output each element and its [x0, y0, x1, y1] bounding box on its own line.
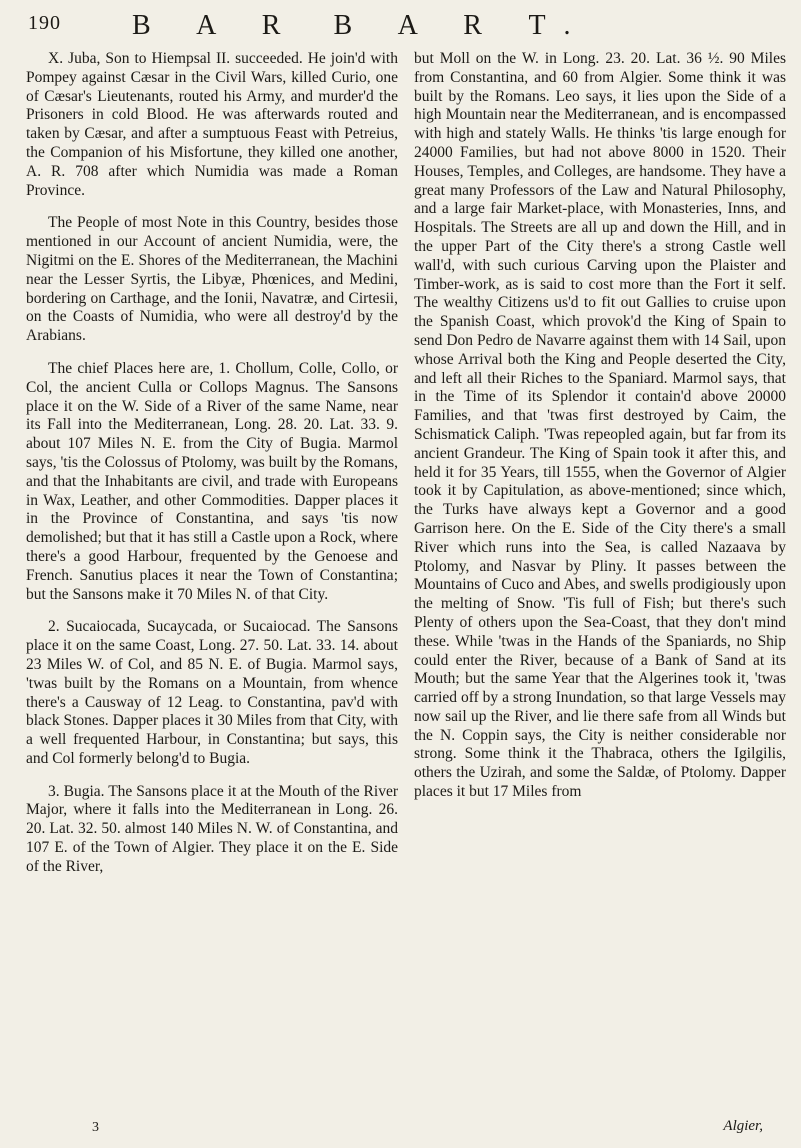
paragraph: 2. Sucaiocada, Sucaycada, or Sucaiocad. The Sansons place it on the same Coast, Long. 27. 50. Lat. 33. 14. about 23 Miles W. of Col, and 85 N. E. of Bugia. Marmol says, 'twas built by the Romans on a Mountain, from whence there's a Causway of 12 Leag. to Constantina, pav'd with black Stones. Dapper places it 30 Miles from that City, with a well frequented Harbour, in Constantina; but says, this and Col formerly belong'd to Bugia. [26, 618, 398, 767]
paragraph: 3. Bugia. The Sansons place it at the Mouth of the River Major, where it falls into the Mediterranean in Long. 26. 20. Lat. 32. 50. almost 140 Miles N. W. of Constantina, and 107 E. of the Town of Algier. They place it on the E. Side of the River, [26, 782, 398, 875]
running-head [132, 10, 783, 42]
paragraph: but Moll on the W. in Long. 23. 20. Lat. 36 ½. 90 Miles from Constantina, and 60 from Algier. Some think it was built by the Romans. Leo says, it lies upon the Side of a high Mountain near the Mediterranean, and is encompassed with high and stately Walls. He thinks 'tis large enough for 24000 Families, but had not above 8000 in 1520. Their Houses, Temples, and Colleges, are handsome. They have a great many Professors of the Law and Natural Philosophy, and a large fair Market-place, with Monasteries, Inns, and Hospitals. The Streets are all up and down the Hill, and in the upper Part of the City there's a strong Castle well wall'd, with such curious Carving upon the Plaister and Timber-work, as is said to cost more than the Fort it self. The wealthy Citizens us'd to fit out Gallies to cruise upon the Spanish Coast, which provok'd the King of Spain to send Don Pedro de Navarre against them with 14 Sail, upon whose Arrival both the King and People deserted the City, and left all their Riches to the Spaniard. Marmol says, that in the Time of its Splendor it contain'd above 20000 Families, and that 'twas first destroyed by Caim, the Schismatick Caliph. 'Twas repeopled again, but far from its ancient Grandeur. The King of Spain took it after this, and held it for 35 Years, till 1555, when the Governor of Algier took it by Capitulation, as above-mentioned; since which, the Turks have always kept a Governor and a good Garrison here. On the E. Side of the City there's a small River which runs into the Sea, is called Nazaava by Ptolomy, and Nasvar by Pliny. It passes between the Mountains of Cuco and Abes, and swells prodigiously upon the melting of Snow. 'Tis full of Fish; but there's such Plenty of others upon the Sea-Coast, that they don't mind these. While 'twas in the Hands of the Spaniards, no Ship could enter the River, because of a Bank of Sand at its Mouth; but the same Year that the Algerines took it, 'twas carried off by a strong Inundation, so that large Vessels may now sail up the River, and lie there safe from all Winds but the N. Coppin says, the City is neither considerable nor strong. Some think it the Thabraca, others the Igilgilis, others the Uzirah, and some the Saldæ, of Ptolomy. Dapper places it but 17 Miles from [414, 50, 786, 801]
paragraph: The People of most Note in this Country, besides those mentioned in our Account of ancient Numidia, were, the Nigitmi on the E. Shores of the Mediterranean, the Machini near the Lesser Syrtis, the Libyæ, Phœnices, and Medini, bordering on Carthage, and the Ionii, Navatræ, and Cirtesii, on the Coasts of Numidia, who were all destroy'd by the Arabians. [26, 214, 398, 345]
left-column [26, 50, 398, 891]
right-column [414, 50, 786, 816]
page-number: 190 [28, 12, 61, 34]
paragraph: X. Juba, Son to Hiempsal II. succeeded. He join'd with Pompey against Cæsar in the Civil Wars, killed Curio, one of Cæsar's Lieutenants, routed his Army, and murder'd the Prisoners in cold Blood. He was afterwards routed and taken by Cæsar, and after a sumptuous Feast with Petreius, the Companion of his Misfortune, they killed one another, A. R. 708 after which Numidia was made a Roman Province. [26, 50, 398, 199]
running-head-left: B A R [132, 10, 301, 41]
catchword: Algier, [723, 1118, 763, 1134]
running-head-right: B A R T. [333, 10, 591, 41]
signature-mark: 3 [92, 1120, 99, 1135]
page-header [22, 10, 783, 50]
paragraph: The chief Places here are, 1. Chollum, Colle, Collo, or Col, the ancient Culla or Collops Magnus. The Sansons place it on the W. Side of a River of the same Name, near its Fall into the Mediterranean, Long. 28. 20. Lat. 33. 9. about 107 Miles N. E. from the City of Bugia. Marmol says, 'tis the Colossus of Ptolomy, was built by the Romans, and that the Inhabitants are civil, and trade with Europeans in Wax, Leather, and other Commodities. Dapper places it in the Province of Constantina, and says 'tis now demolished; but that it has still a Castle upon a Rock, where there's a good Harbour, frequented by the Genoese and French. Sanutius places it near the Town of Constantina; but the Sansons make it 70 Miles N. of that City. [26, 359, 398, 603]
text-columns [22, 50, 786, 1140]
